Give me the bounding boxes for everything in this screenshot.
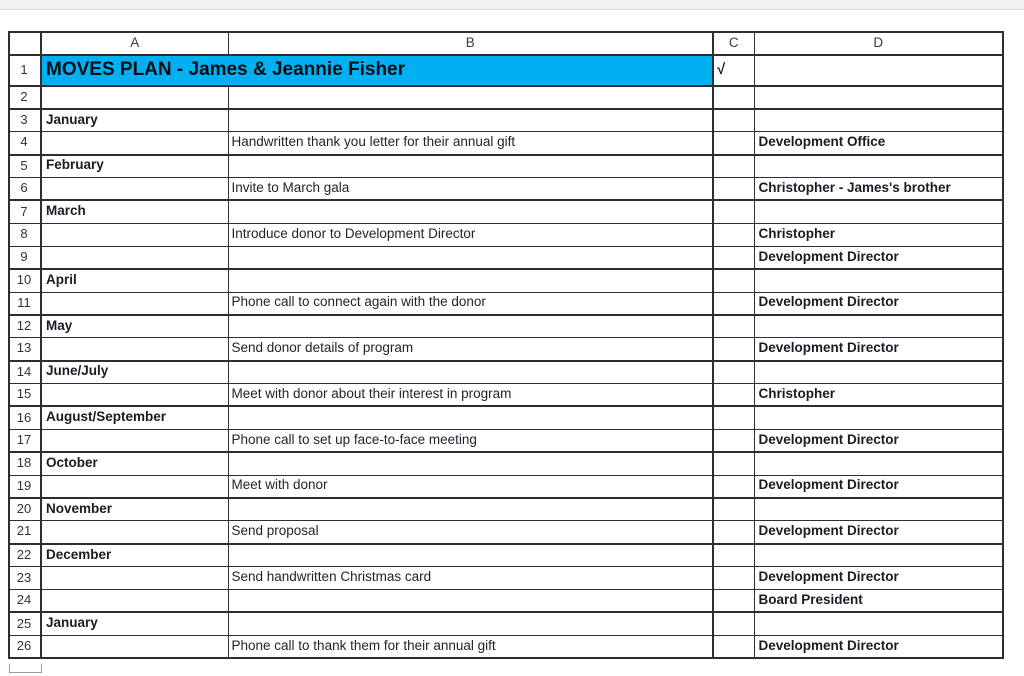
cell-action[interactable]: Send handwritten Christmas card [228, 567, 713, 590]
row-number[interactable]: 19 [9, 475, 41, 498]
cell-check[interactable] [713, 498, 754, 521]
table-row [9, 452, 1003, 475]
cell-action[interactable]: Invite to March gala [228, 178, 713, 201]
row-number[interactable]: 9 [9, 246, 41, 269]
cell-check[interactable] [713, 269, 754, 292]
cell-action[interactable]: Meet with donor [228, 475, 713, 498]
cell-check[interactable] [713, 429, 754, 452]
cell-check[interactable] [713, 544, 754, 567]
cell-month[interactable]: August/September [41, 406, 228, 429]
cell-action[interactable]: Meet with donor about their interest in program [228, 384, 713, 407]
cell-owner[interactable]: Development Director [754, 429, 1003, 452]
table-row [9, 246, 1003, 269]
table-row [9, 498, 1003, 521]
cell-owner[interactable] [754, 109, 1003, 132]
cell-month[interactable] [41, 384, 228, 407]
cell-owner[interactable] [754, 315, 1003, 338]
cell-owner[interactable]: Development Director [754, 521, 1003, 544]
cell-month[interactable]: December [41, 544, 228, 567]
cell-owner[interactable]: Development Director [754, 567, 1003, 590]
cell-month[interactable] [41, 86, 228, 109]
row-number[interactable]: 12 [9, 315, 41, 338]
cell-owner[interactable]: Board President [754, 590, 1003, 613]
row-number[interactable]: 10 [9, 269, 41, 292]
table-row [9, 338, 1003, 361]
table-row [9, 269, 1003, 292]
cell-action[interactable] [228, 200, 713, 223]
cell-check[interactable] [713, 155, 754, 178]
browser-top-strip [0, 0, 1024, 10]
cell-owner[interactable] [754, 155, 1003, 178]
table-row [9, 384, 1003, 407]
plan-title-cell[interactable]: MOVES PLAN - James & Jeannie Fisher [41, 55, 713, 86]
row-number[interactable]: 23 [9, 567, 41, 590]
cell-check[interactable] [713, 132, 754, 155]
row-number[interactable]: 15 [9, 384, 41, 407]
cell-owner[interactable]: Development Director [754, 635, 1003, 658]
cell-owner[interactable]: Christopher [754, 384, 1003, 407]
cell-month[interactable] [41, 292, 228, 315]
cell-owner[interactable] [754, 86, 1003, 109]
cell-month[interactable]: June/July [41, 361, 228, 384]
cell-owner[interactable] [754, 452, 1003, 475]
cell-check[interactable] [713, 109, 754, 132]
cell-month[interactable]: October [41, 452, 228, 475]
table-row [9, 109, 1003, 132]
cell-owner[interactable]: Development Director [754, 292, 1003, 315]
table-row [9, 590, 1003, 613]
cell-month[interactable] [41, 521, 228, 544]
cell-owner[interactable]: Development Director [754, 338, 1003, 361]
select-all-corner[interactable] [9, 32, 41, 55]
cell-month[interactable]: November [41, 498, 228, 521]
row-number[interactable]: 3 [9, 109, 41, 132]
cell-action[interactable]: Phone call to set up face-to-face meeting [228, 429, 713, 452]
table-row [9, 475, 1003, 498]
table-row [9, 635, 1003, 658]
table-row [9, 361, 1003, 384]
cell-check[interactable]: √ [713, 55, 754, 86]
cell-month[interactable] [41, 429, 228, 452]
cell-action[interactable] [228, 155, 713, 178]
cell-owner[interactable] [754, 406, 1003, 429]
cell-month[interactable]: March [41, 200, 228, 223]
cell-month[interactable] [41, 338, 228, 361]
table-row [9, 292, 1003, 315]
row-number[interactable]: 2 [9, 86, 41, 109]
cell-check[interactable] [713, 200, 754, 223]
table-row [9, 521, 1003, 544]
cell-owner[interactable] [754, 269, 1003, 292]
cell-month[interactable] [41, 132, 228, 155]
cell-owner[interactable] [754, 498, 1003, 521]
cell-owner[interactable]: Christopher - James's brother [754, 178, 1003, 201]
row-number[interactable]: 21 [9, 521, 41, 544]
cell-check[interactable] [713, 590, 754, 613]
cell-action[interactable] [228, 269, 713, 292]
row-number[interactable]: 16 [9, 406, 41, 429]
row-number[interactable]: 25 [9, 612, 41, 635]
cell-action[interactable]: Handwritten thank you letter for their annual gift [228, 132, 713, 155]
cell-month[interactable]: May [41, 315, 228, 338]
table-row [9, 155, 1003, 178]
cell-action[interactable]: Send donor details of program [228, 338, 713, 361]
row-number[interactable]: 14 [9, 361, 41, 384]
cell-action[interactable]: Send proposal [228, 521, 713, 544]
row-number[interactable]: 18 [9, 452, 41, 475]
table-row [9, 429, 1003, 452]
cell-owner[interactable] [754, 361, 1003, 384]
cell-check[interactable] [713, 452, 754, 475]
row-number[interactable]: 4 [9, 132, 41, 155]
cell-check[interactable] [713, 315, 754, 338]
cell-month[interactable] [41, 246, 228, 269]
cell-action[interactable] [228, 452, 713, 475]
cell-check[interactable] [713, 567, 754, 590]
table-row [9, 544, 1003, 567]
cell-check[interactable] [713, 384, 754, 407]
table-row [9, 55, 1003, 86]
table-row [9, 132, 1003, 155]
cell-action[interactable] [228, 86, 713, 109]
cell-check[interactable] [713, 361, 754, 384]
cell-action[interactable] [228, 590, 713, 613]
row-number[interactable]: 7 [9, 200, 41, 223]
column-header-row [9, 32, 1003, 55]
row-number[interactable]: 26 [9, 635, 41, 658]
row-number[interactable]: 17 [9, 429, 41, 452]
row-number[interactable]: 1 [9, 55, 41, 86]
row-number[interactable]: 24 [9, 590, 41, 613]
partial-next-row-stub [9, 664, 42, 673]
row-number[interactable]: 22 [9, 544, 41, 567]
cell-action[interactable] [228, 406, 713, 429]
column-header-a[interactable]: A [41, 32, 228, 55]
column-header-d[interactable]: D [754, 32, 1003, 55]
cell-action[interactable] [228, 544, 713, 567]
cell-action[interactable] [228, 361, 713, 384]
cell-action[interactable] [228, 315, 713, 338]
cell-month[interactable] [41, 567, 228, 590]
spreadsheet [8, 31, 1004, 659]
table-row [9, 315, 1003, 338]
row-number[interactable]: 6 [9, 178, 41, 201]
cell-action[interactable] [228, 246, 713, 269]
cell-month[interactable]: January [41, 109, 228, 132]
cell-action[interactable]: Phone call to connect again with the donor [228, 292, 713, 315]
sheet-body [9, 55, 1003, 658]
table-row [9, 86, 1003, 109]
cell-check[interactable] [713, 292, 754, 315]
cell-check[interactable] [713, 246, 754, 269]
row-number[interactable]: 20 [9, 498, 41, 521]
cell-check[interactable] [713, 635, 754, 658]
cell-check[interactable] [713, 338, 754, 361]
row-number[interactable]: 13 [9, 338, 41, 361]
cell-owner[interactable] [754, 55, 1003, 86]
cell-action[interactable] [228, 109, 713, 132]
cell-month[interactable]: April [41, 269, 228, 292]
cell-owner[interactable]: Christopher [754, 223, 1003, 246]
table-row [9, 612, 1003, 635]
table-row [9, 567, 1003, 590]
row-number[interactable]: 5 [9, 155, 41, 178]
cell-owner[interactable] [754, 544, 1003, 567]
row-number[interactable]: 8 [9, 223, 41, 246]
column-header-c[interactable]: C [713, 32, 754, 55]
cell-month[interactable] [41, 223, 228, 246]
cell-check[interactable] [713, 406, 754, 429]
row-number[interactable]: 11 [9, 292, 41, 315]
cell-month[interactable] [41, 635, 228, 658]
table-row [9, 178, 1003, 201]
cell-owner[interactable]: Development Director [754, 475, 1003, 498]
table-row [9, 223, 1003, 246]
table-row [9, 200, 1003, 223]
cell-check[interactable] [713, 475, 754, 498]
cell-action[interactable] [228, 612, 713, 635]
cell-owner[interactable] [754, 200, 1003, 223]
cell-check[interactable] [713, 178, 754, 201]
cell-check[interactable] [713, 223, 754, 246]
cell-month[interactable]: February [41, 155, 228, 178]
cell-action[interactable]: Introduce donor to Development Director [228, 223, 713, 246]
column-header-b[interactable]: B [228, 32, 713, 55]
cell-owner[interactable]: Development Office [754, 132, 1003, 155]
cell-action[interactable] [228, 498, 713, 521]
cell-check[interactable] [713, 612, 754, 635]
cell-check[interactable] [713, 86, 754, 109]
cell-action[interactable]: Phone call to thank them for their annual gift [228, 635, 713, 658]
cell-month[interactable] [41, 475, 228, 498]
cell-month[interactable] [41, 590, 228, 613]
cell-check[interactable] [713, 521, 754, 544]
table-row [9, 406, 1003, 429]
cell-owner[interactable]: Development Director [754, 246, 1003, 269]
cell-month[interactable] [41, 178, 228, 201]
cell-owner[interactable] [754, 612, 1003, 635]
cell-month[interactable]: January [41, 612, 228, 635]
